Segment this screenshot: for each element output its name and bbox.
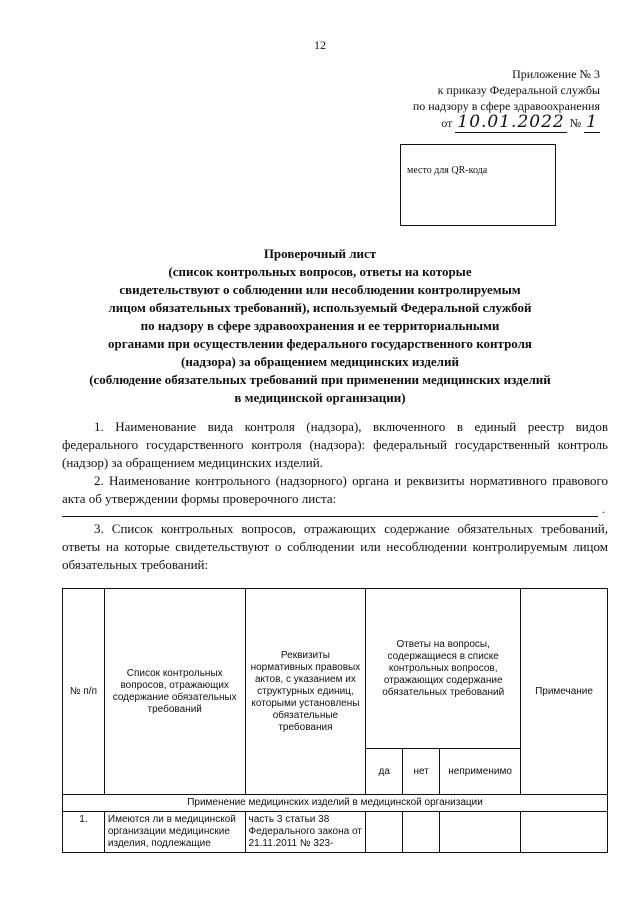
- header-yes: да: [366, 749, 403, 795]
- row-requisite: часть 3 статьи 38 Федерального закона от 21.11.2011 № 323-: [245, 812, 366, 853]
- answer-na-cell[interactable]: [440, 812, 521, 853]
- header-not-applicable: неприменимо: [440, 749, 521, 795]
- header-questions: Список контрольных вопросов, отражающих содержание обязательных требований: [104, 589, 245, 795]
- title-line: (надзора) за обращением медицинских изделий: [181, 354, 459, 369]
- header-number: № п/п: [63, 589, 105, 795]
- title-line: в медицинской организации): [234, 390, 406, 405]
- fill-in-line: [62, 516, 598, 517]
- page-number: 12: [314, 38, 326, 52]
- header-no: нет: [403, 749, 440, 795]
- header-requisites: Реквизиты нормативных правовых актов, с указанием их структурных единиц, которыми установлены обязательные требования: [245, 589, 366, 795]
- section-title: Применение медицинских изделий в медицинской организации: [63, 795, 608, 812]
- answer-yes-cell[interactable]: [366, 812, 403, 853]
- paragraph-control-type: 1. Наименование вида контроля (надзора), включенного в единый реестр видов федерального государственного контроля (надзора): федеральный государственный контроль (надзор) за обращением медицинских изделий.: [62, 419, 608, 470]
- number-prefix: №: [569, 116, 582, 130]
- title-line: органами при осуществлении федерального государственного контроля: [108, 336, 532, 351]
- header-answers: Ответы на вопросы, содержащиеся в списке контрольных вопросов, отражающих содержание обязательных требований: [366, 589, 521, 749]
- title-line: (список контрольных вопросов, ответы на которые: [168, 264, 472, 279]
- title-line: по надзору в сфере здравоохранения и ее территориальными: [140, 318, 500, 333]
- handwritten-number: 1: [586, 112, 598, 132]
- row-number: 1.: [63, 812, 105, 853]
- paragraph-authority: 2. Наименование контрольного (надзорного) органа и реквизиты нормативного правового акта об утверждении формы проверочного листа:: [62, 473, 608, 506]
- title-line: (соблюдение обязательных требований при применении медицинских изделий: [89, 372, 551, 387]
- answer-no-cell[interactable]: [403, 812, 440, 853]
- note-cell[interactable]: [521, 812, 608, 853]
- fill-in-line-end: .: [602, 502, 605, 516]
- table-row: [63, 812, 608, 853]
- appendix-service-line: по надзору в сфере здравоохранения: [412, 99, 600, 113]
- checklist-table: [62, 588, 608, 853]
- appendix-date-line: [441, 112, 600, 132]
- row-question: Имеются ли в медицинской организации медицинские изделия, подлежащие: [104, 812, 245, 853]
- qr-placeholder-label: место для QR-кода: [407, 165, 488, 176]
- date-prefix: от: [441, 116, 453, 130]
- title-line: лицом обязательных требований), используемый Федеральной службой: [108, 300, 532, 315]
- header-note: Примечание: [521, 589, 608, 795]
- title-line: свидетельствуют о соблюдении или несоблюдении контролируемым: [119, 282, 521, 297]
- handwritten-date: 10.01.2022: [457, 112, 565, 132]
- appendix-order-line: к приказу Федеральной службы: [437, 83, 600, 97]
- document-title: [60, 245, 580, 407]
- appendix-title: Приложение № 3: [512, 67, 600, 81]
- qr-code-placeholder: [400, 144, 556, 226]
- paragraph-question-list: 3. Список контрольных вопросов, отражающих содержание обязательных требований, ответы на которые свидетельствуют о соблюдении или несоблюдении контролируемым лицом обязательных требований:: [62, 521, 608, 572]
- title-line: Проверочный лист: [263, 246, 377, 261]
